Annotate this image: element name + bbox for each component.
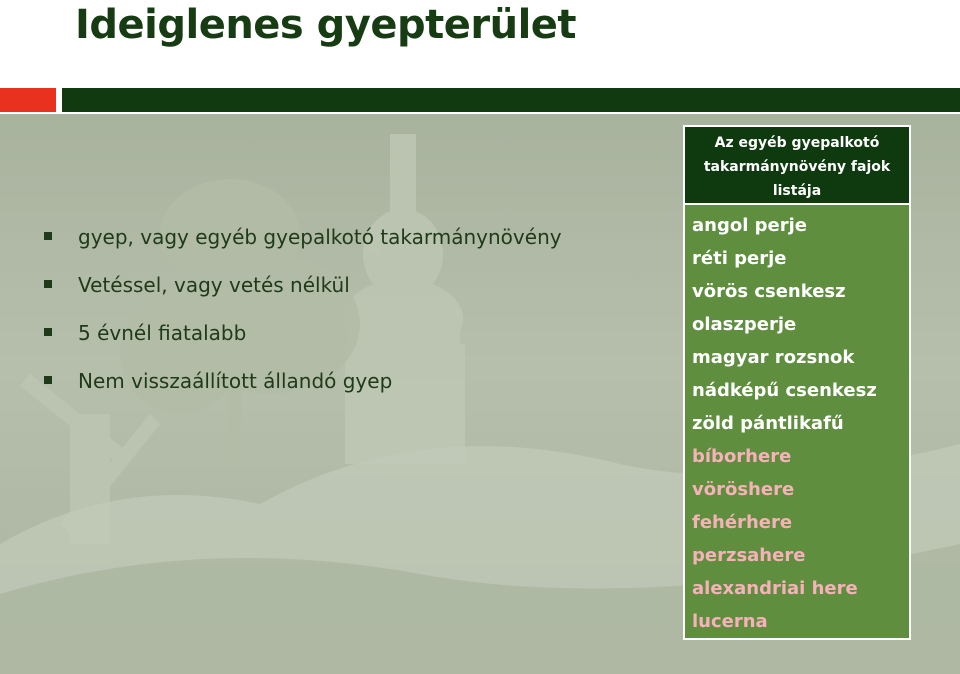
species-item: vöröshere: [692, 479, 795, 500]
accent-bar-green: [62, 88, 960, 112]
bullet-text: Vetéssel, vagy vetés nélkül: [78, 273, 350, 297]
species-item: zöld pántlikafű: [692, 413, 844, 434]
species-item: réti perje: [692, 248, 787, 269]
species-panel-header: Az egyéb gyepalkotó takarmánynövény fajok listája: [685, 127, 909, 205]
square-bullet-icon: [44, 280, 52, 288]
title-area: [0, 0, 960, 86]
species-item: magyar rozsnok: [692, 347, 855, 368]
species-item: bíborhere: [692, 446, 792, 467]
species-item: alexandriai here: [692, 578, 858, 599]
bullet-item: [44, 272, 562, 320]
bullet-item: [44, 320, 562, 368]
square-bullet-icon: [44, 328, 52, 336]
bullet-list: [44, 224, 562, 416]
species-panel: [683, 125, 911, 640]
bullet-item: [44, 368, 562, 416]
bullet-item: [44, 224, 562, 272]
species-item: nádképű csenkesz: [692, 380, 877, 401]
species-item: angol perje: [692, 215, 807, 236]
species-item: perzsahere: [692, 545, 806, 566]
bullet-text: 5 évnél fiatalabb: [78, 321, 247, 345]
square-bullet-icon: [44, 232, 52, 240]
slide-title: Ideiglenes gyepterület: [75, 2, 577, 48]
bullet-text: gyep, vagy egyéb gyepalkotó takarmánynövény: [78, 225, 562, 249]
accent-bar-red: [0, 88, 56, 112]
species-item: fehérhere: [692, 512, 793, 533]
species-item: lucerna: [692, 611, 768, 632]
species-list: [685, 205, 909, 638]
species-item: vörös csenkesz: [692, 281, 846, 302]
bullet-text: Nem visszaállított állandó gyep: [78, 369, 393, 393]
species-item: olaszperje: [692, 314, 797, 335]
square-bullet-icon: [44, 376, 52, 384]
